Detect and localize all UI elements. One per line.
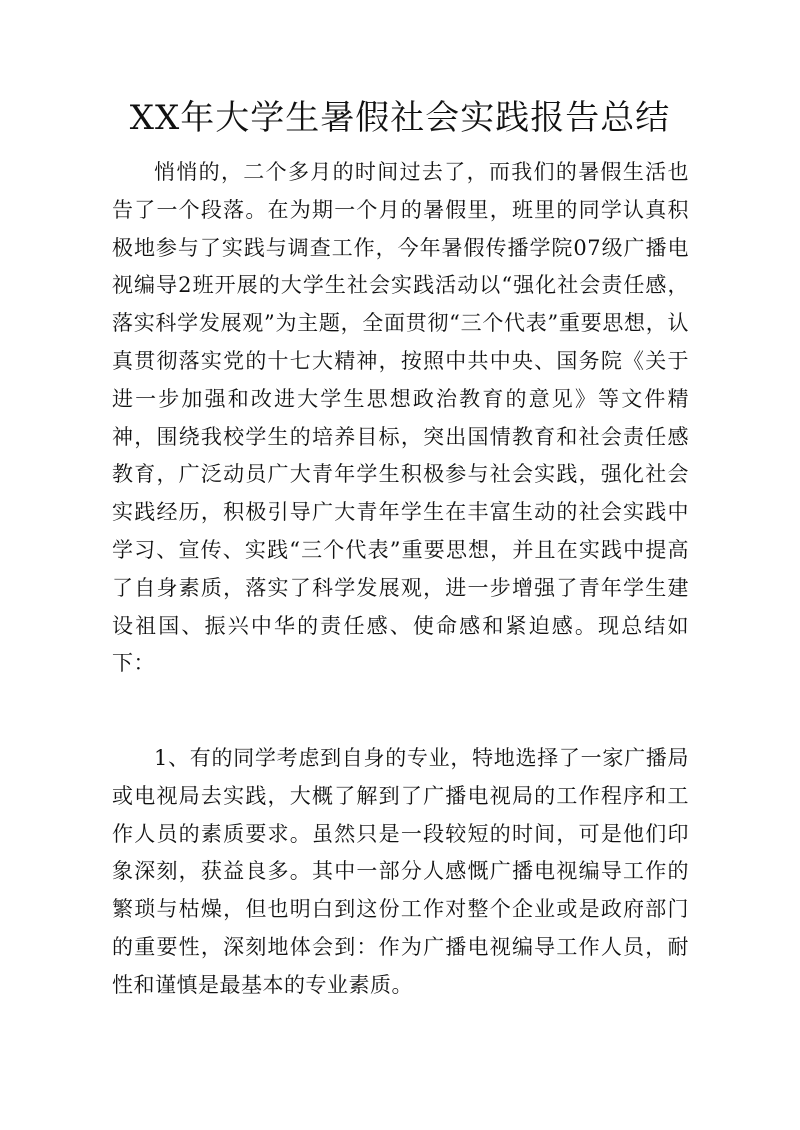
paragraph-item-1: 1、有的同学考虑到自身的专业，特地选择了一家广播局或电视局去实践，大概了解到了广播电视局的工作程序和工作人员的素质要求。虽然只是一段较短的时间，可是他们印象深刻，获益良多。其中一部分人感慨广播电视编导工作的繁琐与枯燥，但也明白到这份工作对整个企业或是政府部门的重要性，深刻地体会到：作为广播电视编导工作人员，耐性和谨慎是最基本的专业素质。: [112, 746, 689, 997]
document-title: XX年大学生暑假社会实践报告总结: [129, 98, 671, 138]
paragraph-intro: 悄悄的，二个多月的时间过去了，而我们的暑假生活也告了一个段落。在为期一个月的暑假里，班里的同学认真积极地参与了实践与调查工作，今年暑假传播学院07级广播电视编导2班开展的大学生社会实践活动以“强化社会责任感，落实科学发展观”为主题，全面贯彻“三个代表”重要思想，认真贯彻落实党的十七大精神，按照中共中央、国务院《关于进一步加强和改进大学生思想政治教育的意见》等文件精神，围绕我校学生的培养目标，突出国情教育和社会责任感教育，广泛动员广大青年学生积极参与社会实践，强化社会实践经历，积极引导广大青年学生在丰富生动的社会实践中学习、宣传、实践“三个代表”重要思想，并且在实践中提高了自身素质，落实了科学发展观，进一步增强了青年学生建设祖国、振兴中华的责任感、使命感和紧迫感。现总结如下：: [112, 160, 689, 676]
